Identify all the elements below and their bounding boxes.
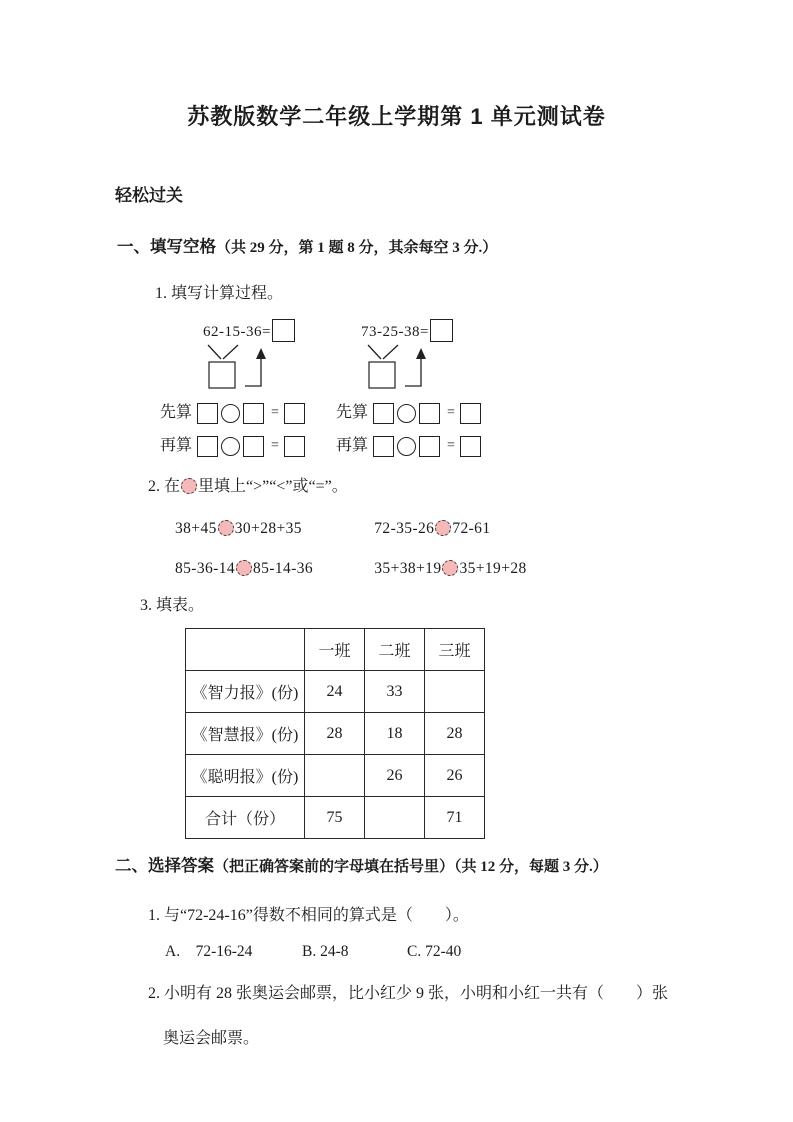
comparison-right: 30+28+35 (234, 520, 302, 537)
operand-box[interactable] (373, 403, 394, 424)
first-step-label: 先算 (336, 404, 369, 421)
section-1-heading (117, 233, 793, 257)
option-b[interactable]: B. 24-8 (302, 943, 349, 960)
table-row (186, 671, 485, 713)
operand-box[interactable] (419, 403, 440, 424)
section-2-score-note: （共 12 分，每题 3 分.） (454, 859, 608, 875)
table-cell: 18 (365, 713, 425, 755)
result-box[interactable] (284, 436, 305, 457)
row-label: 《智慧报》(份) (186, 713, 305, 755)
table-cell: 75 (305, 797, 365, 839)
newspaper-count-table (185, 628, 485, 839)
question-2-prefix: 2. 在 (148, 478, 181, 495)
table-row (186, 713, 485, 755)
equation-text: 73-25-38= (361, 324, 429, 340)
operand-box[interactable] (419, 436, 440, 457)
second-step-label: 再算 (336, 437, 369, 454)
comparison-circle[interactable] (435, 520, 451, 536)
equation-line (203, 319, 318, 342)
table-cell-blank[interactable] (365, 797, 425, 839)
comparison-item (374, 560, 526, 577)
equals-sign: = (271, 405, 279, 421)
question-3-label: 3. 填表。 (140, 597, 205, 614)
comparison-item (374, 520, 490, 537)
operand-box[interactable] (243, 436, 264, 457)
table-cell: 33 (365, 671, 425, 713)
comparison-left: 85-36-14 (175, 560, 236, 577)
comparison-left: 72-35-26 (374, 520, 435, 537)
comparison-circle[interactable] (236, 560, 252, 576)
table-cell: 24 (305, 671, 365, 713)
equation-line (361, 319, 494, 342)
comparison-circle[interactable] (442, 560, 458, 576)
calculation-exercises (160, 319, 793, 458)
table-corner-cell (186, 629, 305, 671)
first-step-row (160, 399, 318, 425)
row-label: 《智力报》(份) (186, 671, 305, 713)
row-label: 合计（份） (186, 797, 305, 839)
operator-circle[interactable] (397, 404, 416, 423)
first-step-row (336, 399, 494, 425)
calc-group-2 (336, 319, 494, 458)
operator-circle[interactable] (221, 404, 240, 423)
section-1-score-note: （共 29 分，第 1 题 8 分，其余每空 3 分.） (216, 240, 498, 256)
operand-box[interactable] (197, 436, 218, 457)
table-cell: 71 (425, 797, 485, 839)
choice-options-row (165, 939, 793, 961)
equals-sign: = (447, 405, 455, 421)
comparison-right: 35+19+28 (459, 560, 527, 577)
table-header-row (186, 629, 485, 671)
section-2-heading-text: 二、选择答案 (115, 857, 214, 875)
table-header-class2: 二班 (365, 629, 425, 671)
table-cell: 28 (305, 713, 365, 755)
question-2-label (148, 473, 793, 496)
first-step-label: 先算 (160, 404, 193, 421)
comparison-row (175, 520, 793, 538)
comparison-row (175, 560, 793, 578)
equals-sign: = (447, 438, 455, 454)
section-1-heading-text: 一、填写空格 (117, 238, 216, 256)
second-step-row (336, 432, 494, 458)
page-title: 苏教版数学二年级上学期第 1 单元测试卷 (187, 104, 606, 129)
up-arrow-icon (416, 348, 426, 359)
table-header-class1: 一班 (305, 629, 365, 671)
second-step-row (160, 432, 318, 458)
intermediate-result-box (209, 362, 235, 388)
option-a[interactable]: A. 72-16-24 (165, 943, 253, 960)
operand-box[interactable] (197, 403, 218, 424)
section-2-heading (115, 852, 793, 876)
section-2-question-2-line2: 奥运会邮票。 (163, 1030, 260, 1047)
second-step-label: 再算 (160, 437, 193, 454)
question-1-label: 1. 填写计算过程。 (155, 285, 284, 302)
section-2-question-1: 1. 与“72-24-16”得数不相同的算式是（ ）。 (148, 907, 469, 924)
operand-box[interactable] (373, 436, 394, 457)
intermediate-result-box (369, 362, 395, 388)
comparison-right: 85-14-36 (253, 560, 314, 577)
result-box[interactable] (460, 403, 481, 424)
comparison-circle[interactable] (218, 520, 234, 536)
comparison-right: 72-61 (452, 520, 491, 537)
comparison-item (175, 560, 370, 578)
table-cell: 28 (425, 713, 485, 755)
table-cell: 26 (365, 755, 425, 797)
intro-heading: 轻松过关 (115, 186, 183, 205)
table-header-class3: 三班 (425, 629, 485, 671)
section-2-instruction-note: （把正确答案前的字母填在括号里） (214, 859, 455, 875)
answer-box[interactable] (272, 319, 295, 342)
operand-box[interactable] (243, 403, 264, 424)
comparison-left: 35+38+19 (374, 560, 442, 577)
result-box[interactable] (284, 403, 305, 424)
question-2-suffix: 里填上“>”“<”或“=”。 (198, 478, 348, 495)
comparison-item (175, 520, 370, 538)
row-label: 《聪明报》(份) (186, 755, 305, 797)
table-cell: 26 (425, 755, 485, 797)
up-arrow-icon (256, 348, 266, 359)
operator-circle[interactable] (221, 437, 240, 456)
split-arrow-diagram[interactable] (362, 344, 492, 392)
table-cell-blank[interactable] (305, 755, 365, 797)
answer-box[interactable] (430, 319, 453, 342)
split-arrow-diagram[interactable] (202, 344, 332, 392)
table-row (186, 797, 485, 839)
result-box[interactable] (460, 436, 481, 457)
calc-group-1 (160, 319, 318, 458)
comparison-circle (181, 478, 197, 494)
equation-text: 62-15-36= (203, 324, 271, 340)
table-cell-blank[interactable] (425, 671, 485, 713)
comparison-left: 38+45 (175, 520, 217, 537)
operator-circle[interactable] (397, 437, 416, 456)
equals-sign: = (271, 438, 279, 454)
table-row (186, 755, 485, 797)
option-c[interactable]: C. 72-40 (407, 943, 462, 960)
section-2-question-2-line1: 2. 小明有 28 张奥运会邮票，比小红少 9 张，小明和小红一共有（ ）张 (148, 985, 669, 1002)
